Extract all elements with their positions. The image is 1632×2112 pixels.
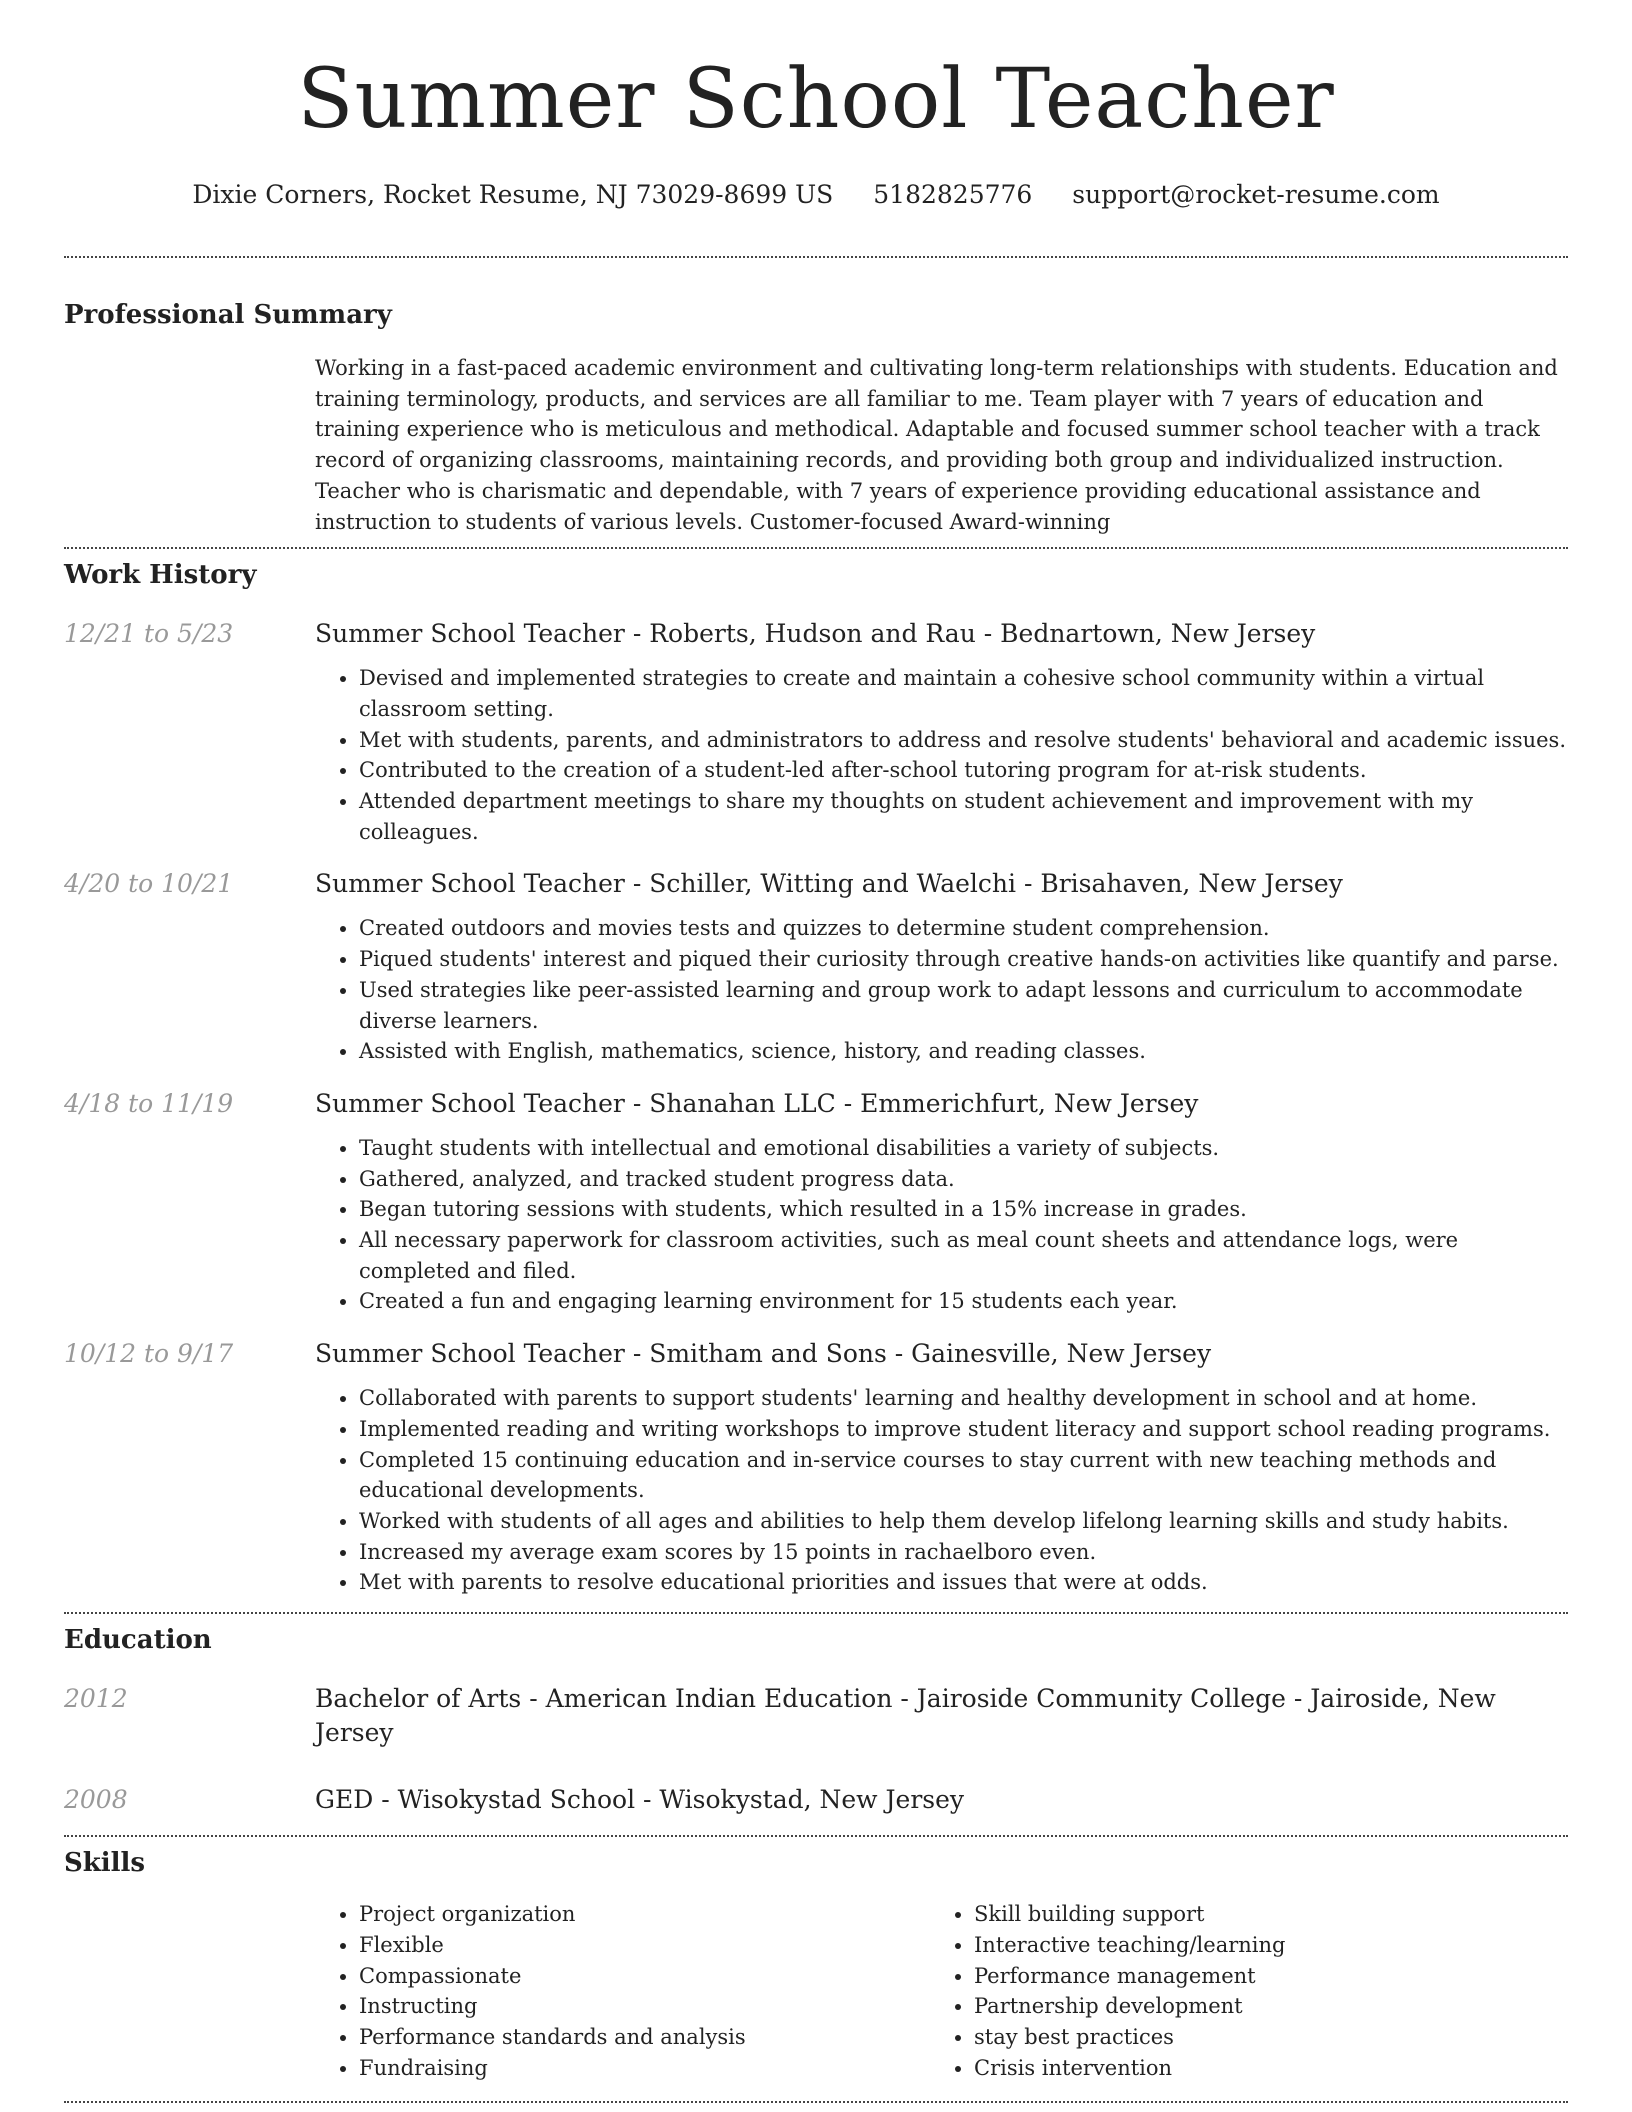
job-bullet: • Began tutoring sessions with students, which resulted in a 15% increase in grades. xyxy=(359,1194,1568,1225)
section-divider xyxy=(64,2101,1568,2103)
skill-item: • Skill building support xyxy=(974,1899,1545,1930)
job-bullet: • Devised and implemented strategies to create and maintain a cohesive school community within a virtual classroom setting. xyxy=(359,663,1568,724)
education-entry xyxy=(64,1682,1568,1750)
skills-list xyxy=(930,1899,1545,2083)
job-heading: Summer School Teacher - Shanahan LLC - Emmerichfurt, New Jersey xyxy=(315,1088,1199,1118)
education-year: 2012 xyxy=(64,1684,128,1714)
job-bullet: • Attended department meetings to share my thoughts on student achievement and improvement with my colleagues. xyxy=(359,786,1568,847)
job-bullets xyxy=(315,913,1568,1067)
job-bullet: • Completed 15 continuing education and in-service courses to stay current with new teaching methods and educational developments. xyxy=(359,1445,1568,1506)
skill-item: • Fundraising xyxy=(359,2053,930,2084)
section-divider xyxy=(64,1612,1568,1614)
job-bullet: • Collaborated with parents to support students' learning and healthy development in school and at home. xyxy=(359,1383,1568,1414)
skill-item: • Performance management xyxy=(974,1961,1545,1992)
job-entry xyxy=(64,1337,1568,1598)
job-bullet: • Contributed to the creation of a student-led after-school tutoring program for at-risk students. xyxy=(359,755,1568,786)
summary-text: Working in a fast-paced academic environment and cultivating long-term relationships with students. Education and training terminology, products, and services are all familiar to me. Team player with 7 years of education and training experience who is meticulous and methodical. Adaptable and focused summer school teacher with a track record of organizing classrooms, maintaining records, and providing both group and individualized instruction. Teacher who is charismatic and dependable, with 7 years of experience providing educational assistance and instruction to students of various levels. Customer-focused Award-winning xyxy=(315,356,1558,534)
skill-item: • Flexible xyxy=(359,1930,930,1961)
section-title-education: Education xyxy=(64,1625,212,1656)
summary-section xyxy=(64,298,1568,537)
contact-phone: 5182825776 xyxy=(873,180,1033,209)
job-bullet: • All necessary paperwork for classroom activities, such as meal count sheets and attendance logs, were completed and filed. xyxy=(359,1225,1568,1286)
job-heading: Summer School Teacher - Schiller, Witting and Waelchi - Brisahaven, New Jersey xyxy=(315,869,1343,899)
job-dates: 10/12 to 9/17 xyxy=(64,1339,234,1369)
job-bullet: • Implemented reading and writing workshops to improve student literacy and support school reading programs. xyxy=(359,1414,1568,1445)
skill-item: • Compassionate xyxy=(359,1961,930,1992)
resume-name: Summer School Teacher xyxy=(297,52,1335,147)
education-section xyxy=(64,1623,1568,1817)
job-heading: Summer School Teacher - Smitham and Sons - Gainesville, New Jersey xyxy=(315,1339,1212,1369)
section-title-work: Work History xyxy=(64,560,257,591)
education-heading: GED - Wisokystad School - Wisokystad, New Jersey xyxy=(315,1785,965,1815)
skill-item: • Crisis intervention xyxy=(974,2053,1545,2084)
skill-item: • Instructing xyxy=(359,1991,930,2022)
skill-item: • Interactive teaching/learning xyxy=(974,1930,1545,1961)
section-title-summary: Professional Summary xyxy=(64,300,392,330)
contact-address: Dixie Corners, Rocket Resume, NJ 73029-8699 US xyxy=(192,180,834,209)
education-entry xyxy=(64,1783,1568,1817)
job-entry xyxy=(64,867,1568,1067)
skills-grid xyxy=(315,1899,1568,2083)
section-divider xyxy=(64,1835,1568,1837)
job-dates: 12/21 to 5/23 xyxy=(64,619,234,649)
job-dates: 4/20 to 10/21 xyxy=(64,869,234,899)
skills-section xyxy=(64,1846,1568,2083)
education-year: 2008 xyxy=(64,1785,128,1815)
job-entry xyxy=(64,617,1568,847)
job-bullets xyxy=(315,1383,1568,1598)
skill-item: • Performance standards and analysis xyxy=(359,2022,930,2053)
job-bullet: • Assisted with English, mathematics, science, history, and reading classes. xyxy=(359,1036,1568,1067)
contact-email: support@rocket-resume.com xyxy=(1072,180,1440,209)
education-heading: Bachelor of Arts - American Indian Education - Jairoside Community College - Jairoside, New Jersey xyxy=(315,1684,1496,1748)
job-dates: 4/18 to 11/19 xyxy=(64,1088,234,1118)
job-entry xyxy=(64,1087,1568,1317)
skill-item: • Partnership development xyxy=(974,1991,1545,2022)
job-heading: Summer School Teacher - Roberts, Hudson and Rau - Bednartown, New Jersey xyxy=(315,619,1316,649)
job-bullet: • Gathered, analyzed, and tracked student progress data. xyxy=(359,1164,1568,1195)
section-divider xyxy=(64,256,1568,258)
skills-list xyxy=(315,1899,930,2083)
section-title-skills: Skills xyxy=(64,1848,146,1879)
job-bullet: • Piqued students' interest and piqued their curiosity through creative hands-on activities like quantify and parse. xyxy=(359,944,1568,975)
job-bullet: • Increased my average exam scores by 15 points in rachaelboro even. xyxy=(359,1537,1568,1568)
section-divider xyxy=(64,547,1568,549)
work-history-section xyxy=(64,558,1568,1598)
skill-item: • stay best practices xyxy=(974,2022,1545,2053)
job-bullets xyxy=(315,663,1568,847)
skills-column-right xyxy=(930,1899,1545,2083)
job-bullet: • Used strategies like peer-assisted learning and group work to adapt lessons and curriculum to accommodate diverse learners. xyxy=(359,975,1568,1036)
skill-item: • Project organization xyxy=(359,1899,930,1930)
job-bullet: • Worked with students of all ages and abilities to help them develop lifelong learning skills and study habits. xyxy=(359,1506,1568,1537)
job-bullet: • Created outdoors and movies tests and quizzes to determine student comprehension. xyxy=(359,913,1568,944)
contact-info xyxy=(64,178,1568,212)
job-bullet: • Met with parents to resolve educational priorities and issues that were at odds. xyxy=(359,1567,1568,1598)
job-bullet: • Met with students, parents, and administrators to address and resolve students' behavioral and academic issues. xyxy=(359,725,1568,756)
job-bullet: • Taught students with intellectual and emotional disabilities a variety of subjects. xyxy=(359,1133,1568,1164)
job-bullet: • Created a fun and engaging learning environment for 15 students each year. xyxy=(359,1286,1568,1317)
skills-column-left xyxy=(315,1899,930,2083)
job-bullets xyxy=(315,1133,1568,1317)
